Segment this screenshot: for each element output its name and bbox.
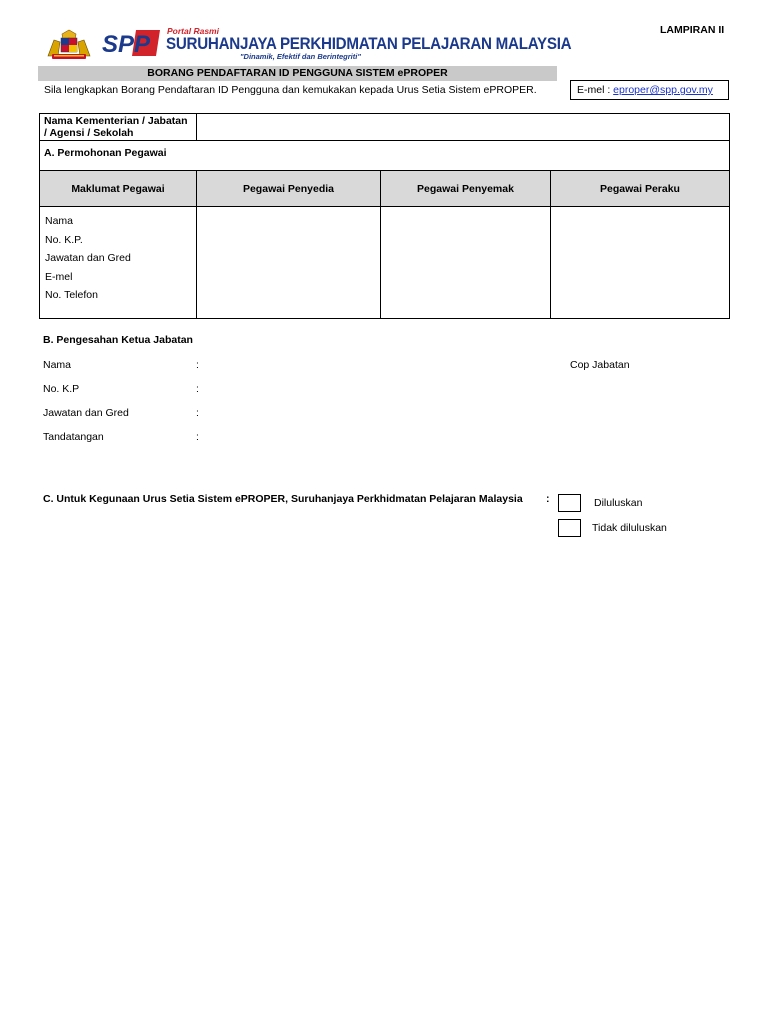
section-c-colon: : bbox=[546, 493, 550, 505]
diluluskan-checkbox[interactable] bbox=[558, 494, 581, 512]
diluluskan-label: Diluluskan bbox=[594, 497, 643, 509]
form-instruction: Sila lengkapkan Borang Pendaftaran ID Pengguna dan kemukakan kepada Urus Setia Sistem ePROPER. bbox=[44, 84, 537, 96]
registration-table bbox=[39, 113, 730, 319]
cop-jabatan-label: Cop Jabatan bbox=[570, 359, 630, 371]
section-c-title: C. Untuk Kegunaan Urus Setia Sistem ePROPER, Suruhanjaya Perkhidmatan Pelajaran Malaysia bbox=[43, 493, 523, 505]
email-box bbox=[570, 80, 729, 100]
column-header-penyemak: Pegawai Penyemak bbox=[381, 171, 551, 207]
field-label-telefon: No. Telefon bbox=[45, 289, 98, 301]
b-label-no-kp: No. K.P bbox=[43, 383, 80, 395]
b-colon-nama: : bbox=[196, 359, 199, 371]
org-name-label: Nama Kementerian / Jabatan / Agensi / Sekolah bbox=[40, 114, 197, 141]
lampiran-label: LAMPIRAN II bbox=[660, 24, 725, 36]
spp-logo-icon bbox=[100, 26, 162, 60]
tidak-diluluskan-label: Tidak diluluskan bbox=[592, 522, 667, 534]
field-label-no-kp: No. K.P. bbox=[45, 233, 83, 246]
form-title: BORANG PENDAFTARAN ID PENGGUNA SISTEM ePROPER bbox=[38, 66, 557, 81]
column-header-peraku: Pegawai Peraku bbox=[551, 171, 730, 207]
svg-text:SPP: SPP bbox=[102, 31, 151, 58]
peraku-input-cell[interactable] bbox=[551, 207, 730, 319]
agency-name: SURUHANJAYA PERKHIDMATAN PELAJARAN MALAYSIA bbox=[166, 35, 572, 53]
officer-field-labels bbox=[40, 207, 197, 319]
b-colon-jawatan: : bbox=[196, 407, 199, 419]
email-label: E-mel : bbox=[577, 84, 614, 96]
portal-label: Portal Rasmi bbox=[167, 26, 219, 36]
section-a-title: A. Permohonan Pegawai bbox=[40, 141, 730, 171]
column-header-penyedia: Pegawai Penyedia bbox=[197, 171, 381, 207]
b-label-nama: Nama bbox=[43, 359, 72, 371]
field-label-jawatan: Jawatan dan Gred bbox=[45, 252, 131, 264]
b-label-tandatangan: Tandatangan bbox=[43, 431, 104, 443]
tidak-diluluskan-checkbox[interactable] bbox=[558, 519, 581, 537]
email-link[interactable]: eproper@spp.gov.my bbox=[613, 84, 713, 96]
penyedia-input-cell[interactable] bbox=[197, 207, 381, 319]
b-label-jawatan: Jawatan dan Gred bbox=[43, 407, 129, 419]
field-label-emel: E-mel bbox=[45, 270, 73, 283]
b-colon-no-kp: : bbox=[196, 383, 199, 395]
b-colon-tandatangan: : bbox=[196, 431, 199, 443]
field-label-nama: Nama bbox=[45, 215, 74, 227]
column-header-maklumat: Maklumat Pegawai bbox=[40, 171, 197, 207]
section-b-title: B. Pengesahan Ketua Jabatan bbox=[43, 334, 193, 346]
org-name-field[interactable] bbox=[197, 114, 730, 141]
malaysia-coat-of-arms-icon bbox=[42, 26, 96, 62]
agency-motto: "Dinamik, Efektif dan Berintegriti" bbox=[240, 52, 361, 61]
penyemak-input-cell[interactable] bbox=[381, 207, 551, 319]
